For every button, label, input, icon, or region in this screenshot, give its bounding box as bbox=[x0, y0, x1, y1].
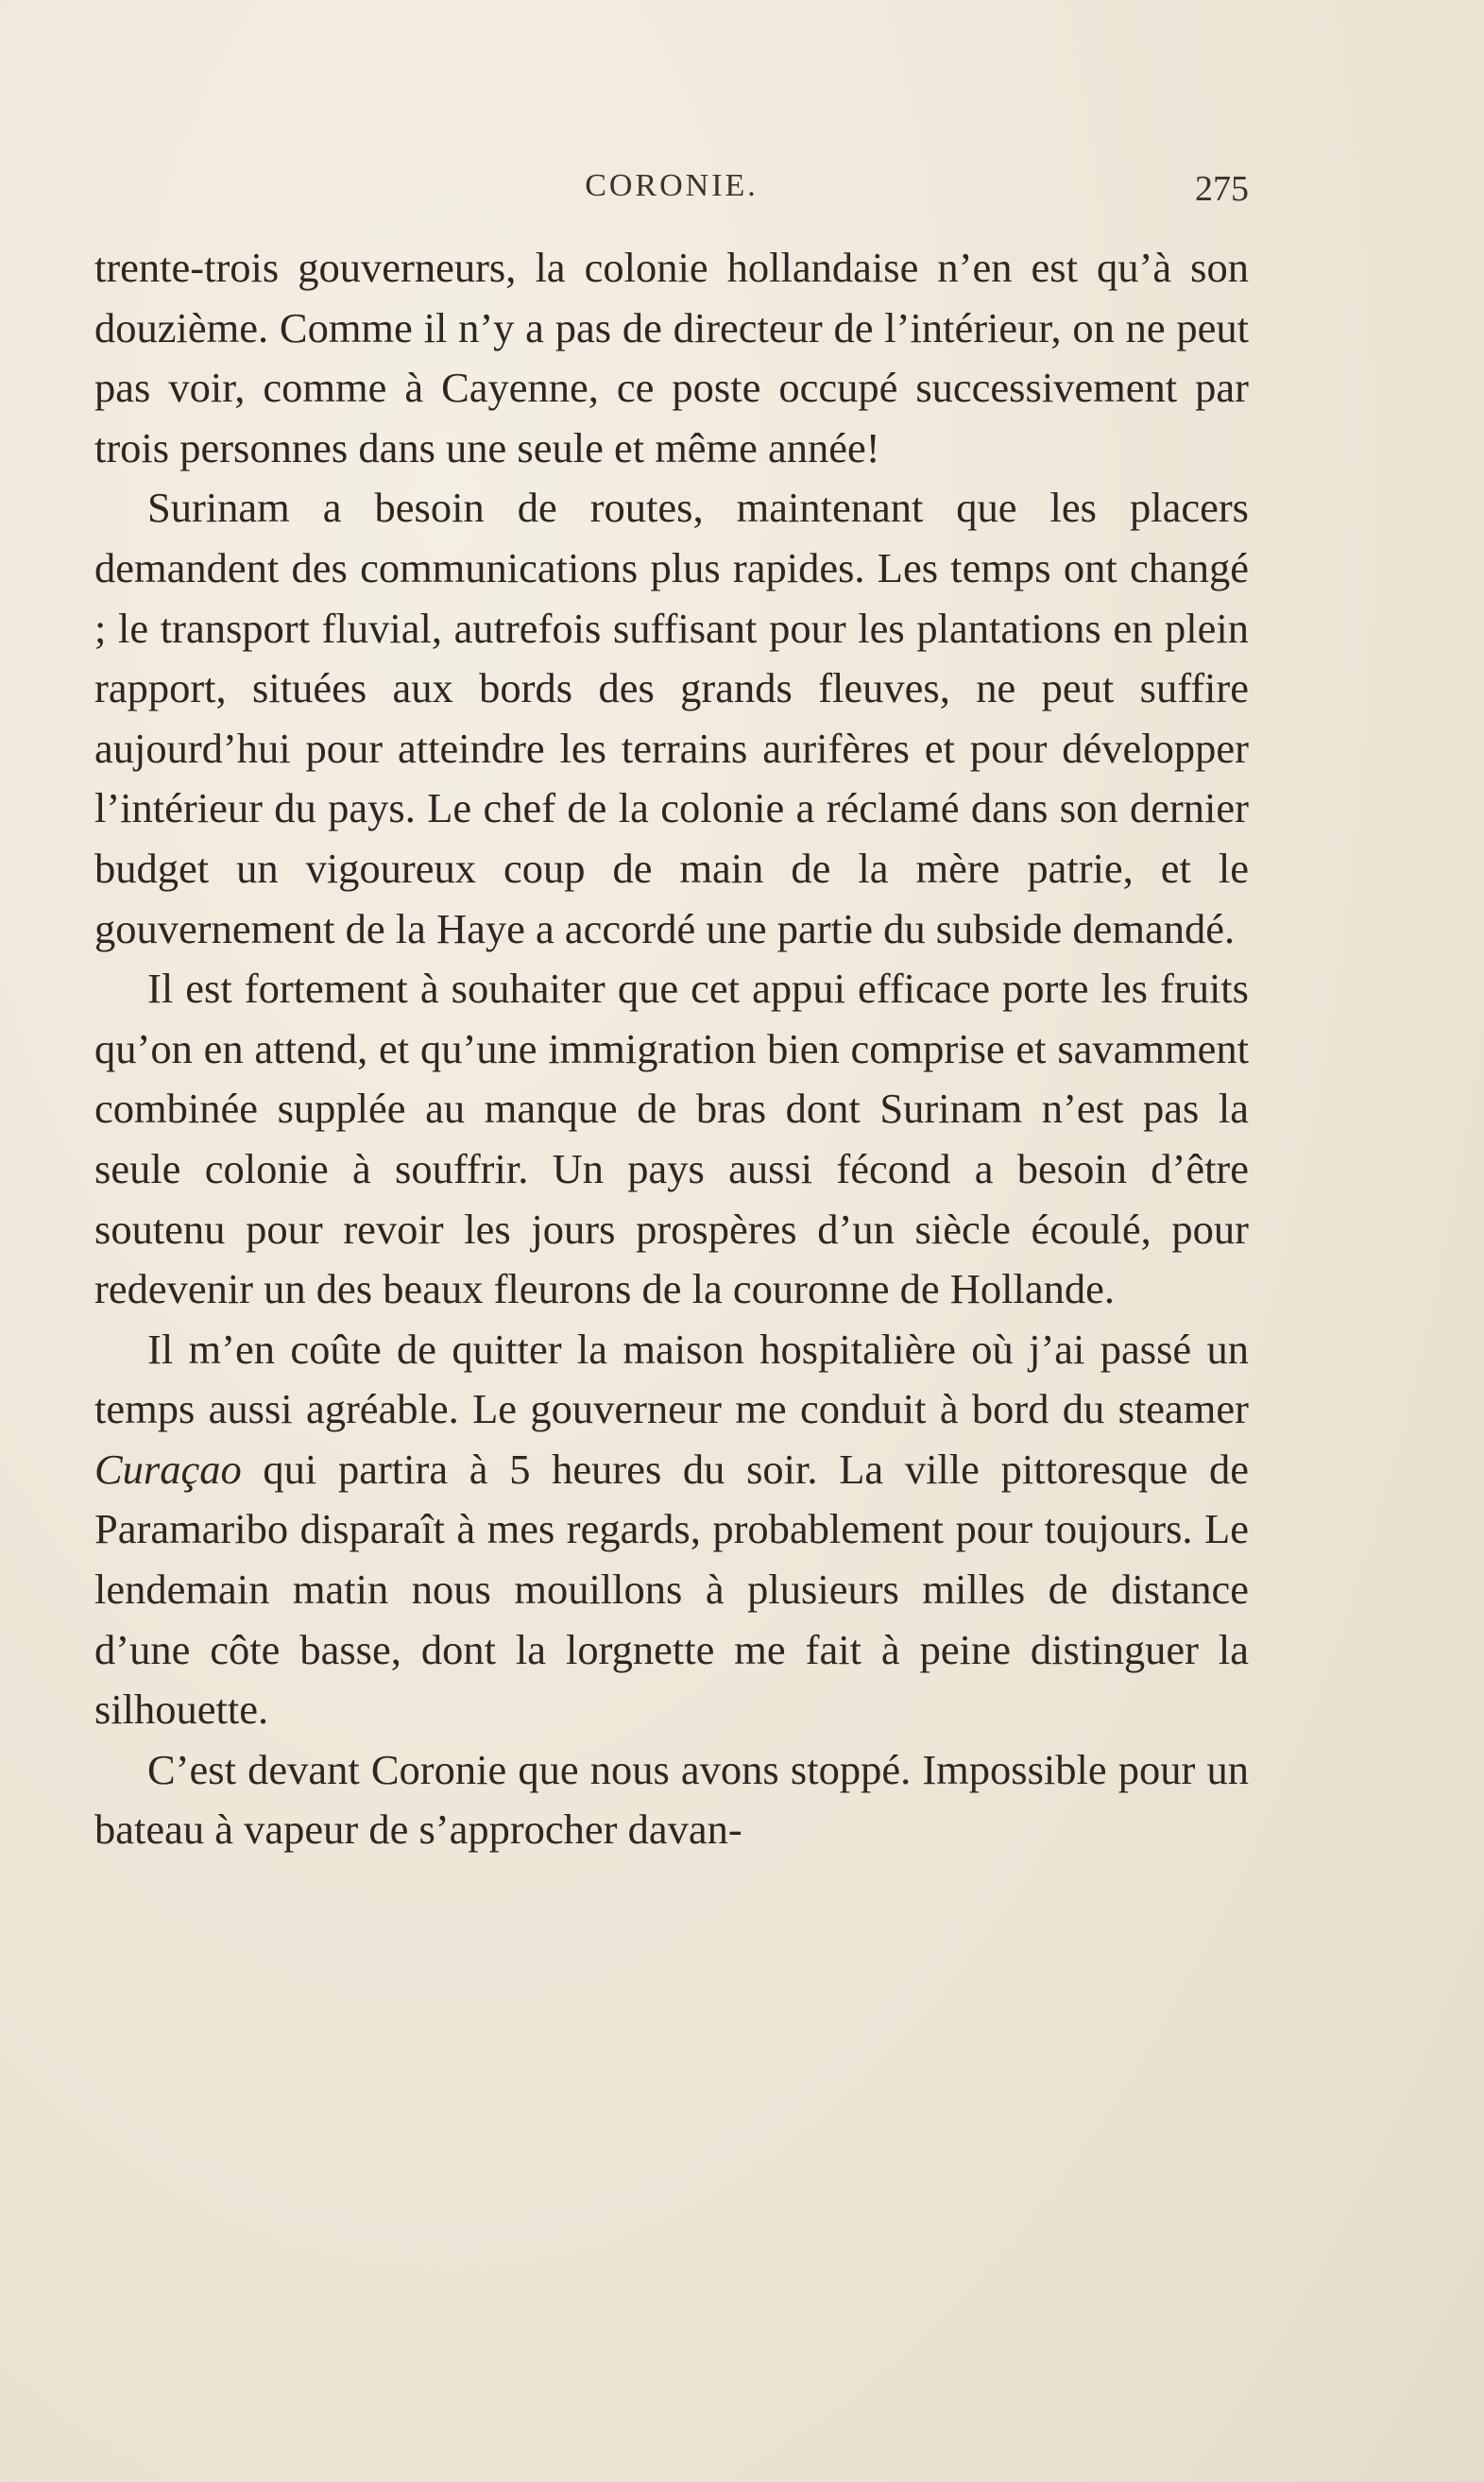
paragraph-continuation: trente-trois gouverneurs, la colonie hollandaise n’en est qu’à son douzième. Comme il n’y a pas de directeur de l’intérieur, on ne peut pas voir, comme à Cayenne, ce poste occupé successivement par trois personnes dans une seule et même année! bbox=[94, 244, 1249, 471]
ship-name: Curaçao bbox=[94, 1445, 242, 1493]
paragraph-roads: Surinam a besoin de routes, maintenant que les placers demandent des communications plus rapides. Les temps ont changé ; le transport fluvial, autrefois suffisant pour les plantations en plein rapport, situées aux bords des grands fleuves, ne peut suffire aujourd’hui pour atteindre les terrains aurifères et pour développer l’intérieur du pays. Le chef de la colonie a réclamé dans son dernier budget un vigoureux coup de main de la mère patrie, et le gouvernement de la Haye a accordé une partie du subside demandé. bbox=[94, 484, 1249, 952]
paragraph-departure bbox=[94, 1320, 1249, 1740]
page-number: 275 bbox=[1195, 169, 1249, 209]
departure-text-start: Il m’en coûte de quitter la maison hospitalière où j’ai passé un temps aussi agréable. Le gouverneur me conduit à bord du steamer bbox=[94, 1325, 1249, 1433]
running-header bbox=[94, 168, 1249, 215]
paragraph-coronie: C’est devant Coronie que nous avons stoppé. Impossible pour un bateau à vapeur de s’approcher davan- bbox=[94, 1745, 1249, 1854]
departure-text-end: qui partira à 5 heures du soir. La ville pittoresque de Paramaribo disparaît à mes regards, probablement pour toujours. Le lendemain matin nous mouillons à plusieurs milles de distance d’une côte basse, dont la lorgnette me fait à peine distinguer la silhouette. bbox=[94, 1445, 1249, 1734]
body-text bbox=[94, 238, 1249, 1860]
paragraph-immigration: Il est fortement à souhaiter que cet appui efficace porte les fruits qu’on en attend, et qu’une immigration bien comprise et savamment combinée supplée au manque de bras dont Surinam n’est pas la seule colonie à souffrir. Un pays aussi fécond a besoin d’être soutenu pour revoir les jours prospères d’un siècle écoulé, pour redevenir un des beaux fleurons de la couronne de Hollande. bbox=[94, 965, 1249, 1313]
chapter-running-title: CORONIE. bbox=[585, 168, 759, 203]
